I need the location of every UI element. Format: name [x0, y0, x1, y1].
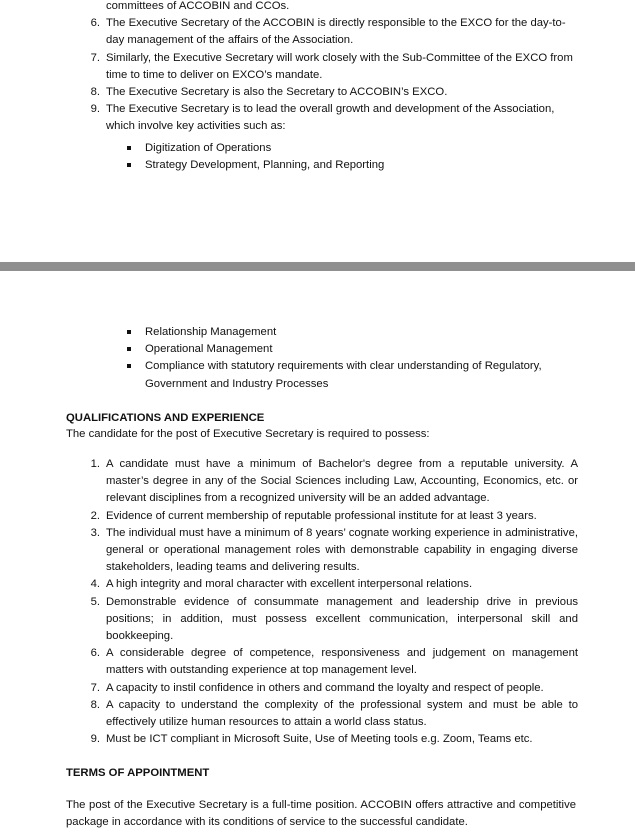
qualification-item: 2. Evidence of current membership of reputable professional institute for at least 3 years.: [90, 509, 537, 522]
terms-paragraph: The post of the Executive Secretary is a full-time position. ACCOBIN offers attractive and competitive package in accordance with its conditions of service to the successful candidate.: [66, 799, 576, 828]
duties-list: [90, 0, 578, 136]
key-activities-continued: [125, 324, 577, 393]
qualifications-list: [90, 456, 578, 748]
qualification-item: 1. A candidate must have a minimum of Bachelor's degree from a reputable university. A master’s degree in any of the Social Sciences including Law, Accounting, Economics, etc. or relevant disciplines from a recognized university will be an added advantage.: [90, 458, 578, 505]
qualifications-intro: The candidate for the post of Executive Secretary is required to possess:: [66, 428, 430, 440]
bullet-item: Compliance with statutory requirements with clear understanding of Regulatory, Government and Industry Processes: [125, 358, 577, 392]
terms-heading: TERMS OF APPOINTMENT: [66, 767, 210, 779]
bullet-item: Operational Management: [125, 341, 577, 358]
duty-item-7: 7. Similarly, the Executive Secretary will work closely with the Sub-Committee of the EXCO from time to time to deliver on EXCO’s mandate.: [90, 51, 573, 81]
qualification-item: 4. A high integrity and moral character with excellent interpersonal relations.: [90, 578, 473, 591]
qualifications-heading: QUALIFICATIONS AND EXPERIENCE: [66, 412, 265, 424]
bullet-item: Relationship Management: [125, 324, 577, 341]
key-activities-list: [125, 140, 545, 174]
qualification-item: 9. Must be ICT compliant in Microsoft Suite, Use of Meeting tools e.g. Zoom, Teams etc.: [90, 733, 533, 746]
duties-fragment: committees of ACCOBIN and CCOs.: [106, 0, 290, 12]
qualification-item: 6. A considerable degree of competence, responsiveness and judgement on management matters with outstanding experience at top management level.: [90, 647, 578, 677]
page-1: [0, 0, 635, 262]
duty-item-9: 9. The Executive Secretary is to lead the overall growth and development of the Association, which involve key activities such as:: [90, 103, 555, 133]
duty-item-8: 8. The Executive Secretary is also the Secretary to ACCOBIN’s EXCO.: [90, 86, 448, 99]
page-separator: [0, 262, 635, 271]
bullet-item: Digitization of Operations: [125, 140, 545, 157]
qualification-item: 3. The individual must have a minimum of 8 years’ cognate working experience in administrative, general or operational management roles with demonstrable capability in engaging diverse stakeholders, leading teams and delivering results.: [90, 526, 578, 574]
qualification-item: 8. A capacity to understand the complexity of the professional system and must be able to effectively utilize human resources to attain a world class status.: [90, 698, 578, 729]
qualification-item: 5. Demonstrable evidence of consummate management and leadership drive in previous positions; in addition, must possess excellent communication, interpersonal skill and bookkeeping.: [90, 595, 578, 643]
bullet-item: Strategy Development, Planning, and Reporting: [125, 157, 545, 174]
qualification-item: 7. A capacity to instil confidence in others and command the loyalty and respect of people.: [90, 681, 544, 694]
duty-item-6: 6. The Executive Secretary of the ACCOBIN is directly responsible to the EXCO for the day-to-day management of the affairs of the Association.: [90, 17, 566, 47]
